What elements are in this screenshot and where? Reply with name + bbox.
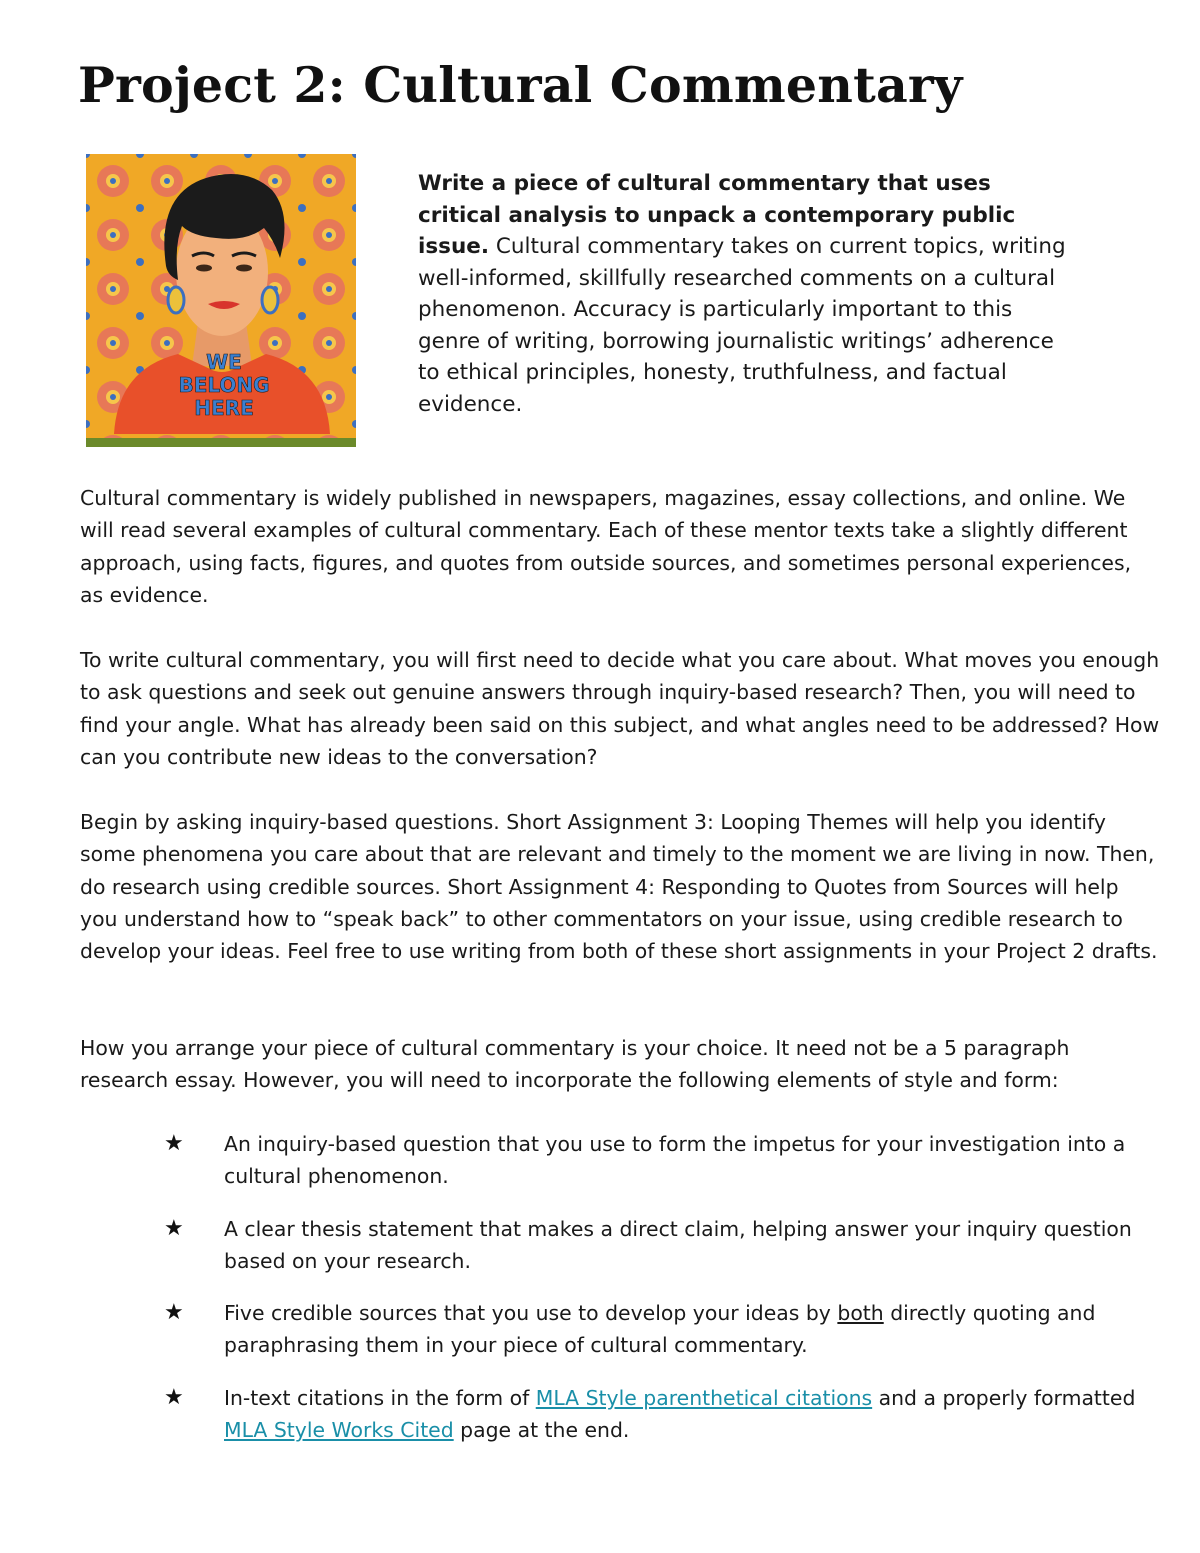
requirements-list	[160, 1128, 1170, 1466]
list-item-text: A clear thesis statement that makes a direct claim, helping answer your inquiry question based on your research.	[224, 1216, 1132, 1273]
mla-parenthetical-citations-link[interactable]: MLA Style parenthetical citations	[535, 1385, 873, 1410]
list-item	[160, 1128, 1170, 1193]
star-icon: ★	[164, 1300, 184, 1326]
poster-illustration	[86, 154, 356, 447]
intro-body: Cultural commentary takes on current topics, writing well-informed, skillfully researched comments on a cultural phenomenon. Accuracy is particularly important to this genre of writing, borrowing journalistic writings’ adherence to ethical principles, honesty, truthfulness, and factual evidence.	[418, 234, 1066, 417]
list-item	[160, 1213, 1170, 1278]
svg-text:BELONG: BELONG	[178, 373, 270, 397]
mla-works-cited-link[interactable]: MLA Style Works Cited	[224, 1418, 454, 1443]
paragraph-2: To write cultural commentary, you will first need to decide what you care about. What moves you enough to ask questions and seek out genuine answers through inquiry-based research? Then, you will need to find your angle. What has already been said on this subject, and what angles need to be addressed? How can you contribute new ideas to the conversation?	[80, 648, 1160, 769]
paragraph-3: Begin by asking inquiry-based questions. Short Assignment 3: Looping Themes will help you identify some phenomena you care about that are relevant and timely to the moment we are living in now. Then, do research using credible sources. Short Assignment 4: Responding to Quotes from Sources will help you understand how to “speak back” to other commentators on your issue, using credible research to develop your ideas. Feel free to use writing from both of these short assignments in your Project 2 drafts.	[80, 810, 1158, 964]
intro-lead: Write a piece of cultural commentary that uses critical analysis to unpack a contemporary public issue.	[418, 171, 1016, 259]
svg-text:HERE: HERE	[194, 396, 254, 420]
emphasis-both: both	[837, 1301, 884, 1326]
paragraph-1: Cultural commentary is widely published in newspapers, magazines, essay collections, and online. We will read several examples of cultural commentary. Each of these mentor texts take a slightly different approach, using facts, figures, and quotes from outside sources, and sometimes personal experiences, as evidence.	[80, 486, 1132, 607]
svg-text:WE: WE	[206, 350, 242, 374]
list-item-text: Five credible sources that you use to develop your ideas by both directly quoting and paraphrasing them in your piece of cultural commentary.	[224, 1301, 1096, 1358]
list-item	[160, 1297, 1170, 1362]
star-icon: ★	[164, 1131, 184, 1156]
list-item	[160, 1382, 1170, 1447]
page-title: Project 2: Cultural Commentary	[78, 56, 963, 114]
intro-paragraph	[418, 168, 1068, 420]
star-icon: ★	[164, 1384, 184, 1410]
paragraph-4: How you arrange your piece of cultural commentary is your choice. It need not be a 5 paragraph research essay. However, you will need to incorporate the following elements of style and form:	[80, 1036, 1070, 1093]
list-item-text: An inquiry-based question that you use to form the impetus for your investigation into a cultural phenomenon.	[224, 1132, 1126, 1189]
list-item-text: In-text citations in the form of MLA Style parenthetical citations and a properly formatted MLA Style Works Cited page at the end.	[224, 1385, 1136, 1443]
star-icon: ★	[164, 1215, 184, 1241]
